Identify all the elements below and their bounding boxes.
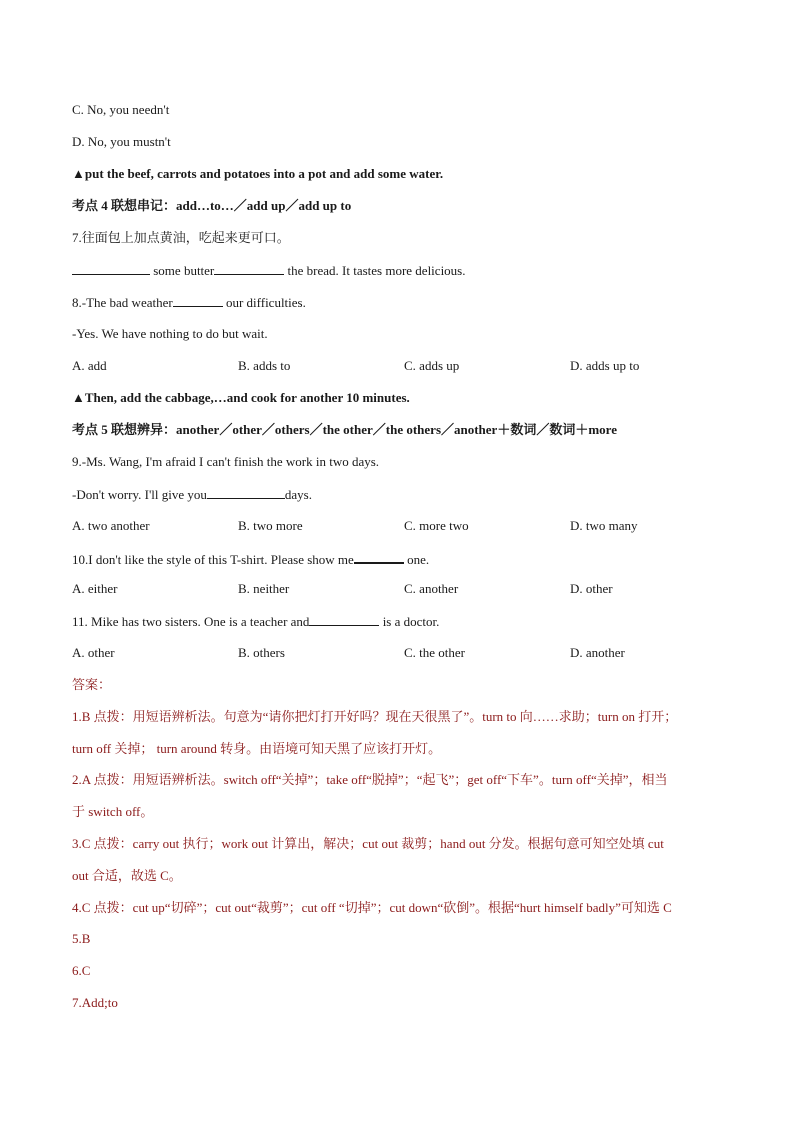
question-11	[72, 612, 439, 631]
q9-end-text: days.	[284, 487, 312, 502]
kaodian-4-heading: 考点 4 联想串记：add…to…／add up／add up to	[72, 198, 352, 213]
option[interactable]: C. another	[404, 581, 459, 596]
q11-end-text: is a doctor.	[379, 614, 440, 629]
answer-3-line-2: out 合适，故选 C。	[72, 868, 182, 883]
option[interactable]: D. another	[570, 645, 625, 660]
question-8-line-2: -Yes. We have nothing to do but wait.	[72, 326, 268, 341]
option[interactable]: A. either	[72, 581, 118, 596]
q7-end-text: the bread. It tastes more delicious.	[284, 263, 466, 278]
option[interactable]: C. the other	[404, 645, 466, 660]
blank[interactable]	[72, 261, 150, 275]
q7-mid-text: some butter	[150, 263, 215, 278]
blank[interactable]	[207, 485, 285, 499]
q10-end-text: one.	[403, 552, 430, 567]
q8-end-text: our difficulties.	[222, 295, 306, 310]
option[interactable]: D. two many	[570, 518, 638, 533]
option[interactable]: A. add	[72, 358, 107, 373]
kaodian-5-heading: 考点 5 联想辨异：another／other／others／the other／the others／another＋数词／数词＋more	[72, 422, 617, 437]
answer-6: 6.C	[72, 963, 91, 978]
question-9-line-1: 9.-Ms. Wang, I'm afraid I can't finish the work in two days.	[72, 454, 380, 469]
option[interactable]: B. others	[238, 645, 285, 660]
option[interactable]: B. two more	[238, 518, 303, 533]
option[interactable]: D. adds up to	[570, 358, 640, 373]
option[interactable]: C. more two	[404, 518, 469, 533]
blank[interactable]	[309, 612, 379, 626]
option-d-prev: D. No, you mustn't	[72, 134, 171, 149]
blank[interactable]	[354, 549, 404, 564]
answer-1-line-1: 1.B 点拨：用短语辨析法。句意为“请你把灯打开好吗？现在天很黑了”。turn to 向……求助；turn on 打开；	[72, 709, 678, 724]
question-8-line-1	[72, 293, 306, 312]
option[interactable]: B. adds to	[238, 358, 291, 373]
option[interactable]: A. other	[72, 645, 115, 660]
option[interactable]: B. neither	[238, 581, 290, 596]
answer-7: 7.Add;to	[72, 995, 118, 1010]
option-c-prev: C. No, you needn't	[72, 102, 170, 117]
question-7-blanks	[72, 261, 466, 280]
answers-title: 答案：	[72, 677, 112, 692]
key-sentence-1: ▲put the beef, carrots and potatoes into a pot and add some water.	[72, 166, 444, 181]
q10-start-text: 10.I don't like the style of this T-shirt. Please show me	[72, 552, 354, 567]
question-7: 7.往面包上加点黄油，吃起来更可口。	[72, 230, 290, 245]
question-9-line-2	[72, 485, 312, 504]
q8-start-text: 8.-The bad weather	[72, 295, 173, 310]
q9-start-text: -Don't worry. I'll give you	[72, 487, 207, 502]
key-sentence-2: ▲Then, add the cabbage,…and cook for another 10 minutes.	[72, 390, 410, 405]
option[interactable]: D. other	[570, 581, 613, 596]
answer-2-line-2: 于 switch off。	[72, 804, 154, 819]
answer-3-line-1: 3.C 点拨：carry out 执行；work out 计算出，解决；cut out 裁剪；hand out 分发。根据句意可知空处填 cut	[72, 836, 664, 851]
question-10	[72, 549, 429, 569]
answer-2-line-1: 2.A 点拨：用短语辨析法。switch off“关掉”；take off“脱掉”；“起飞”；get off“下车”。turn off“关掉”，相当	[72, 772, 668, 787]
option[interactable]: C. adds up	[404, 358, 460, 373]
q11-start-text: 11. Mike has two sisters. One is a teacher and	[72, 614, 310, 629]
option[interactable]: A. two another	[72, 518, 150, 533]
blank[interactable]	[173, 293, 223, 307]
answer-4: 4.C 点拨：cut up“切碎”；cut out“裁剪”；cut off “切掉”；cut down“砍倒”。根据“hurt himself badly”可知选 C	[72, 900, 672, 915]
blank[interactable]	[214, 261, 284, 275]
answer-1-line-2: turn off 关掉； turn around 转身。由语境可知天黑了应该打开灯。	[72, 741, 442, 756]
answer-5: 5.B	[72, 931, 91, 946]
